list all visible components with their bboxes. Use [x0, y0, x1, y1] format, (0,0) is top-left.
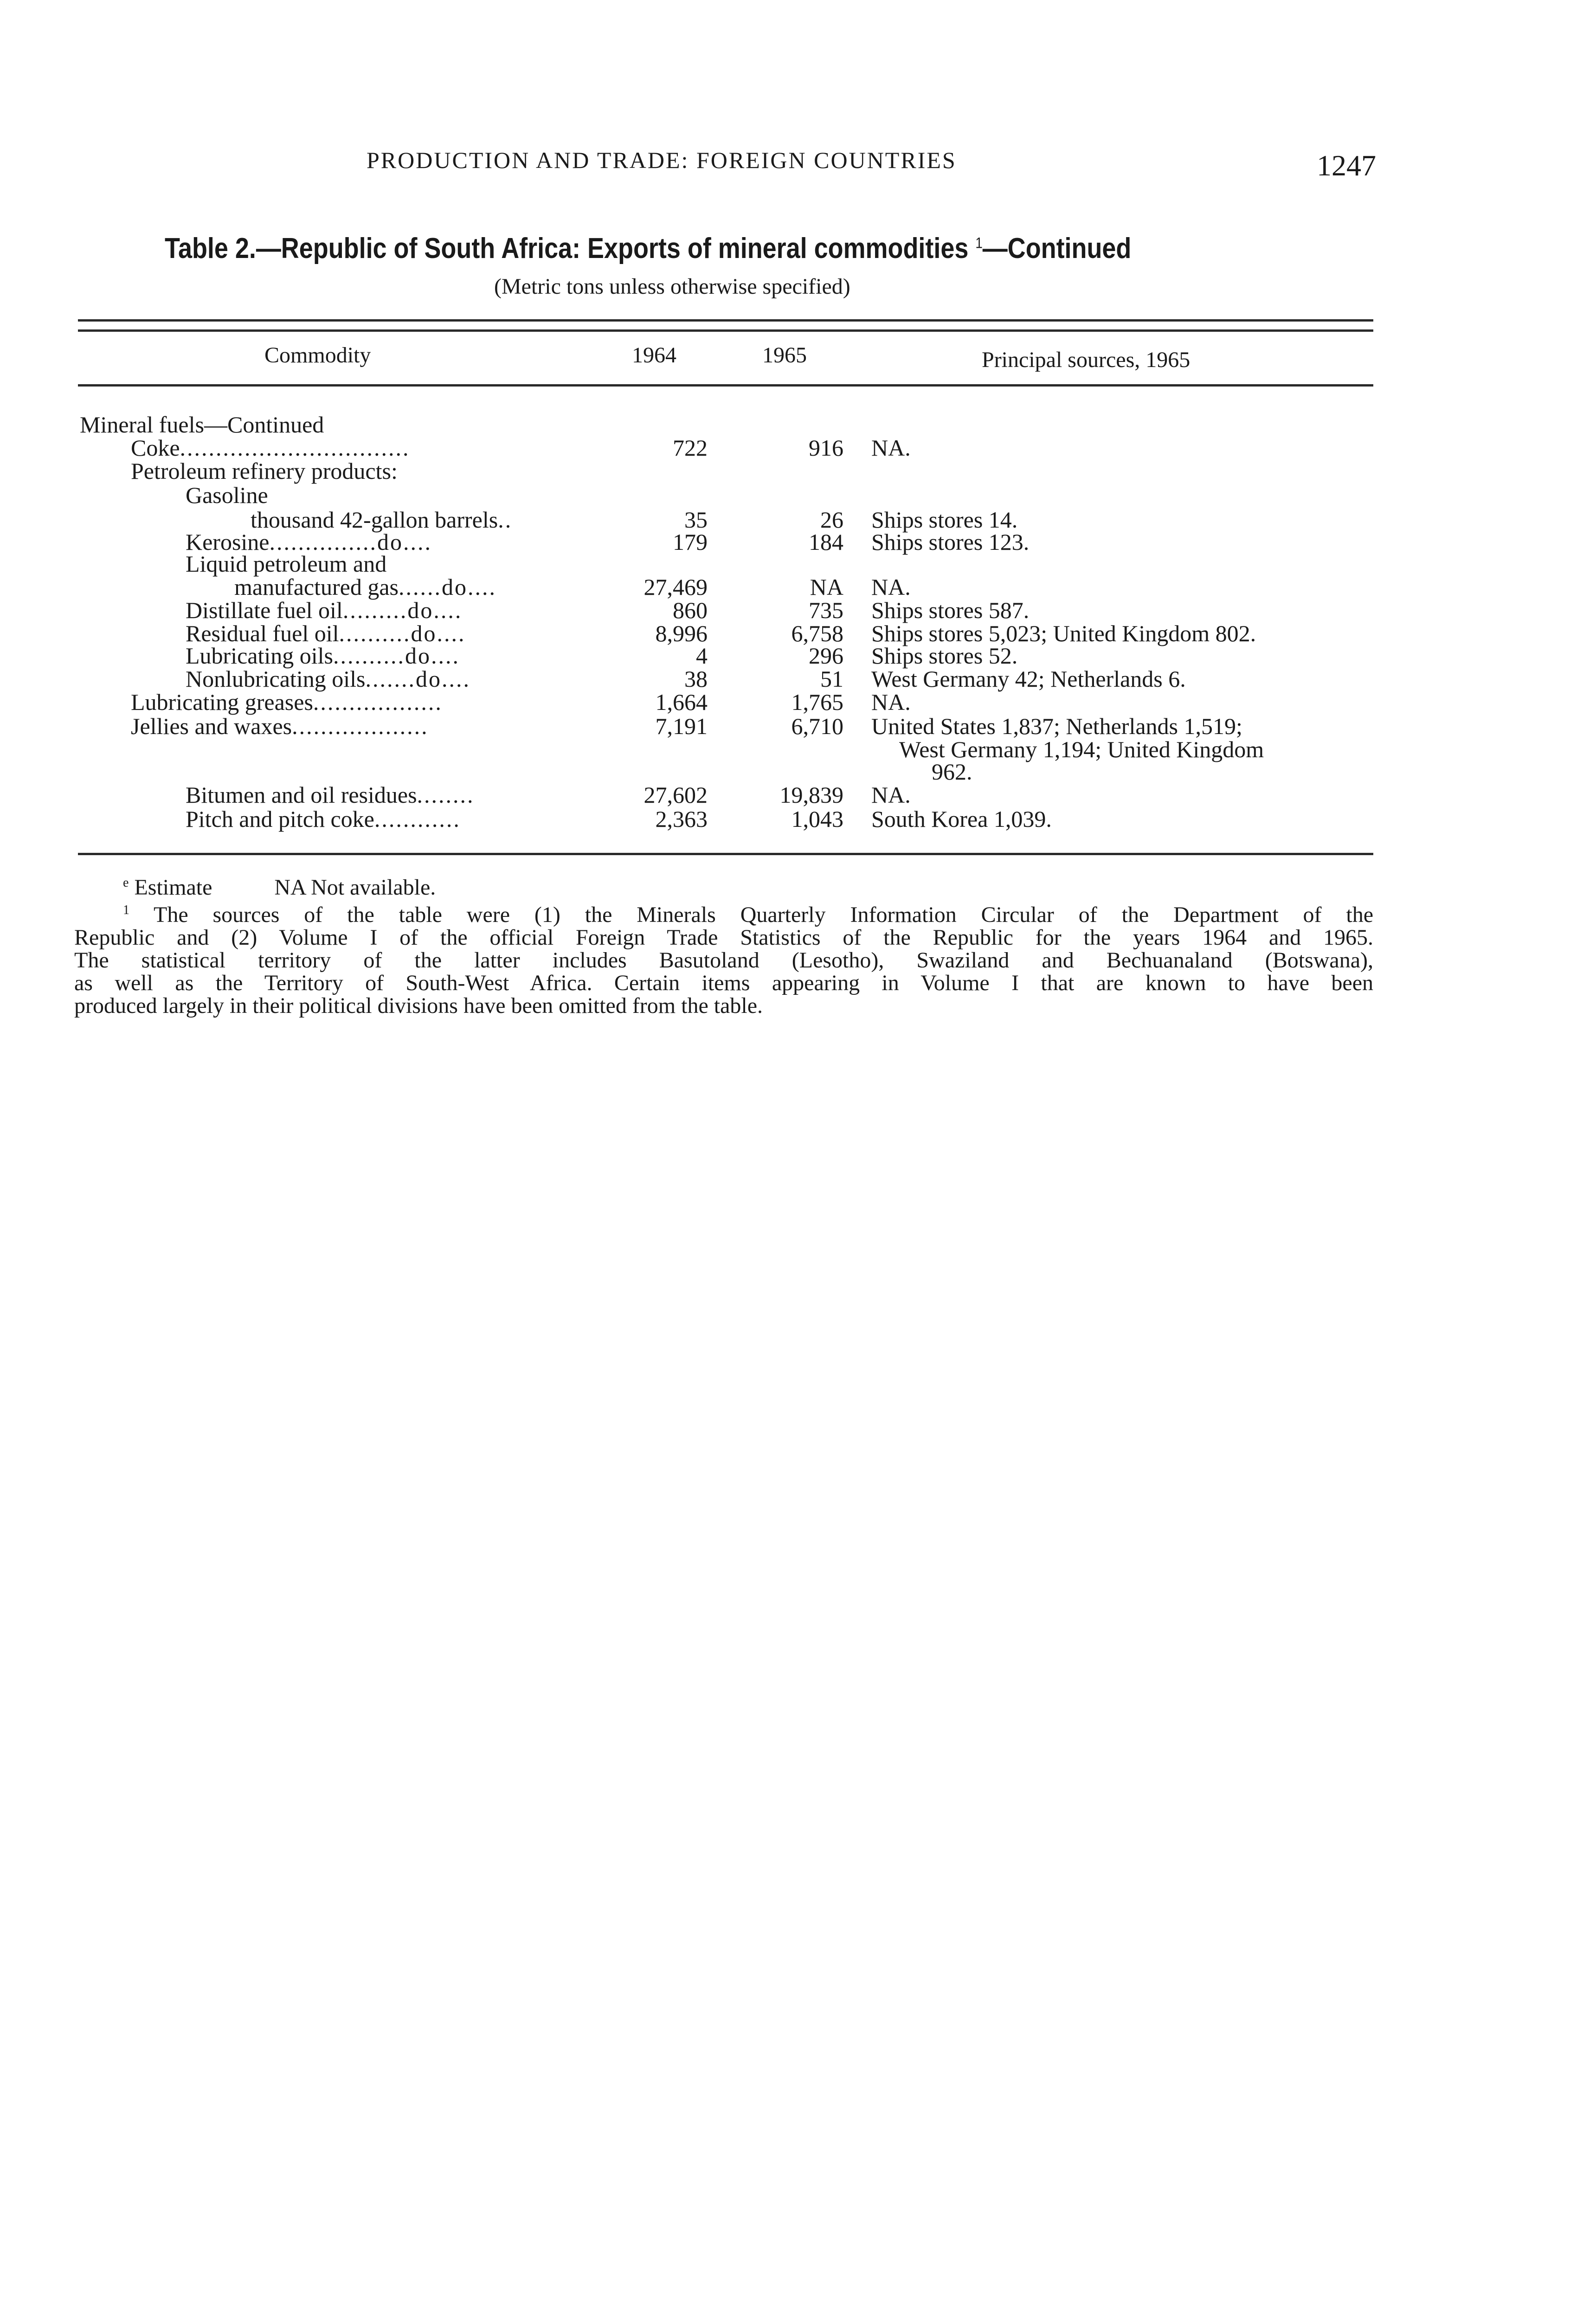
value-1965: 735 — [809, 597, 843, 623]
principal-sources: NA. — [871, 574, 911, 600]
na-text: NA Not available. — [274, 875, 436, 900]
value-1965: NA — [810, 574, 843, 600]
commodity-label — [186, 483, 268, 507]
value-1964: 38 — [684, 666, 708, 692]
value-1964: 27,602 — [644, 782, 708, 808]
bottom-rule — [78, 853, 1373, 855]
footnote-1-text-1: The sources of the table were (1) the Minerals Quarterly Information Circular of the Department of the — [154, 902, 1373, 927]
commodity-text: Lubricating oils — [186, 643, 333, 669]
commodity-text: Nonlubricating oils — [186, 666, 366, 692]
principal-sources: West Germany 42; Netherlands 6. — [871, 666, 1186, 692]
dot-leader: ......do.... — [399, 575, 497, 599]
commodity-label — [186, 530, 589, 554]
value-1964: 1,664 — [655, 689, 708, 715]
value-1965: 296 — [809, 643, 843, 669]
value-1964: 860 — [673, 597, 708, 623]
commodity-label — [131, 436, 589, 459]
value-1964: 4 — [696, 643, 708, 669]
principal-sources: NA. — [871, 782, 911, 808]
commodity-label — [80, 413, 324, 436]
commodity-label — [251, 508, 589, 531]
footnote-1-line-1 — [74, 899, 1373, 926]
dot-leader: .......do.... — [365, 667, 470, 690]
dot-leader: ..........do.... — [333, 644, 460, 667]
value-1964: 7,191 — [655, 713, 708, 739]
dot-leader: ..........do.... — [339, 622, 466, 645]
value-1965: 51 — [820, 666, 843, 692]
principal-sources: 962. — [932, 759, 972, 785]
dot-leader: ............ — [374, 807, 461, 831]
principal-sources: Ships stores 5,023; United Kingdom 802. — [871, 620, 1256, 646]
footnote-legend — [74, 871, 1373, 899]
dot-leader: ................... — [292, 715, 429, 738]
footnote-1-line-4: as well as the Territory of South-West Africa. Certain items appearing in Volume I that are known to have been — [74, 971, 1373, 995]
footnote-1-line-3: The statistical territory of the latter includes Basutoland (Lesotho), Swaziland and Bechuanaland (Botswana), — [74, 948, 1373, 973]
commodity-label — [186, 783, 589, 806]
value-1965: 19,839 — [779, 782, 843, 808]
commodity-text: Distillate fuel oil — [186, 597, 343, 623]
commodity-label — [131, 459, 398, 483]
title-footnote-ref: 1 — [975, 234, 983, 251]
estimate-mark: e — [123, 876, 129, 890]
commodity-text: Mineral fuels—Continued — [80, 412, 324, 438]
commodity-text: Liquid petroleum and — [186, 551, 387, 577]
value-1964: 35 — [684, 507, 708, 533]
column-header-1964: 1964 — [632, 343, 676, 367]
commodity-label — [186, 644, 589, 667]
commodity-text: Jellies and waxes — [131, 713, 292, 739]
estimate-text: Estimate — [134, 875, 212, 900]
commodity-label — [186, 552, 386, 575]
commodity-text: Lubricating greases — [131, 689, 313, 715]
value-1965: 1,043 — [791, 806, 843, 832]
commodity-label — [131, 715, 589, 738]
footnote-1-mark: 1 — [123, 903, 129, 917]
running-head: PRODUCTION AND TRADE: FOREIGN COUNTRIES — [367, 147, 957, 173]
commodity-text: Coke — [131, 435, 180, 461]
footnote-1-line-5: produced largely in their political divisions have been omitted from the table. — [74, 993, 763, 1018]
table-subtitle: (Metric tons unless otherwise specified) — [494, 274, 850, 299]
dot-leader: ...............do.... — [269, 530, 432, 554]
commodity-label — [131, 690, 589, 714]
value-1964: 2,363 — [655, 806, 708, 832]
dot-leader: ........ — [417, 783, 475, 806]
value-1964: 722 — [673, 435, 708, 461]
column-header-sources: Principal sources, 1965 — [982, 348, 1191, 372]
page-number: 1247 — [1317, 149, 1376, 182]
table-title-suffix: —Continued — [982, 232, 1132, 264]
table-title — [165, 232, 1131, 265]
dot-leader: .................. — [313, 690, 443, 714]
principal-sources: Ships stores 123. — [871, 529, 1030, 555]
column-header-1965: 1965 — [762, 343, 807, 367]
commodity-label — [234, 575, 589, 599]
dot-leader: .. — [498, 508, 513, 531]
footnotes — [74, 871, 1373, 1017]
principal-sources: NA. — [871, 689, 911, 715]
footnote-1-line-2: Republic and (2) Volume I of the official Foreign Trade Statistics of the Republic for the years 1964 and 1965. — [74, 925, 1373, 950]
principal-sources: Ships stores 14. — [871, 507, 1018, 533]
header-rule — [78, 384, 1373, 387]
value-1964: 27,469 — [644, 574, 708, 600]
commodity-text: Petroleum refinery products: — [131, 458, 398, 484]
value-1964: 179 — [673, 529, 708, 555]
top-rule — [78, 319, 1373, 322]
value-1965: 1,765 — [791, 689, 843, 715]
value-1965: 6,710 — [791, 713, 843, 739]
principal-sources: NA. — [871, 435, 911, 461]
top-rule-inner — [78, 329, 1373, 332]
commodity-text: Residual fuel oil — [186, 620, 339, 646]
principal-sources: Ships stores 587. — [871, 597, 1030, 623]
commodity-text: Bitumen and oil residues — [186, 782, 417, 808]
principal-sources: West Germany 1,194; United Kingdom — [899, 736, 1264, 762]
value-1965: 26 — [820, 507, 843, 533]
dot-leader: .........do.... — [342, 599, 463, 622]
commodity-text: Gasoline — [186, 482, 268, 508]
commodity-label — [186, 622, 589, 645]
value-1964: 8,996 — [655, 620, 708, 646]
commodity-label — [186, 667, 589, 690]
commodity-text: thousand 42-gallon barrels — [251, 507, 498, 533]
column-header-commodity: Commodity — [264, 343, 371, 367]
table-title-main: Table 2.—Republic of South Africa: Exports of mineral commodities — [165, 232, 976, 264]
value-1965: 6,758 — [791, 620, 843, 646]
principal-sources: South Korea 1,039. — [871, 806, 1052, 832]
principal-sources: United States 1,837; Netherlands 1,519; — [871, 713, 1242, 739]
commodity-label — [186, 599, 589, 622]
commodity-text: Kerosine — [186, 529, 270, 555]
commodity-text: manufactured gas — [234, 574, 399, 600]
value-1965: 916 — [809, 435, 843, 461]
value-1965: 184 — [809, 529, 843, 555]
dot-leader: ................................ — [180, 436, 410, 459]
principal-sources: Ships stores 52. — [871, 643, 1018, 669]
commodity-label — [186, 807, 589, 831]
commodity-text: Pitch and pitch coke — [186, 806, 374, 832]
